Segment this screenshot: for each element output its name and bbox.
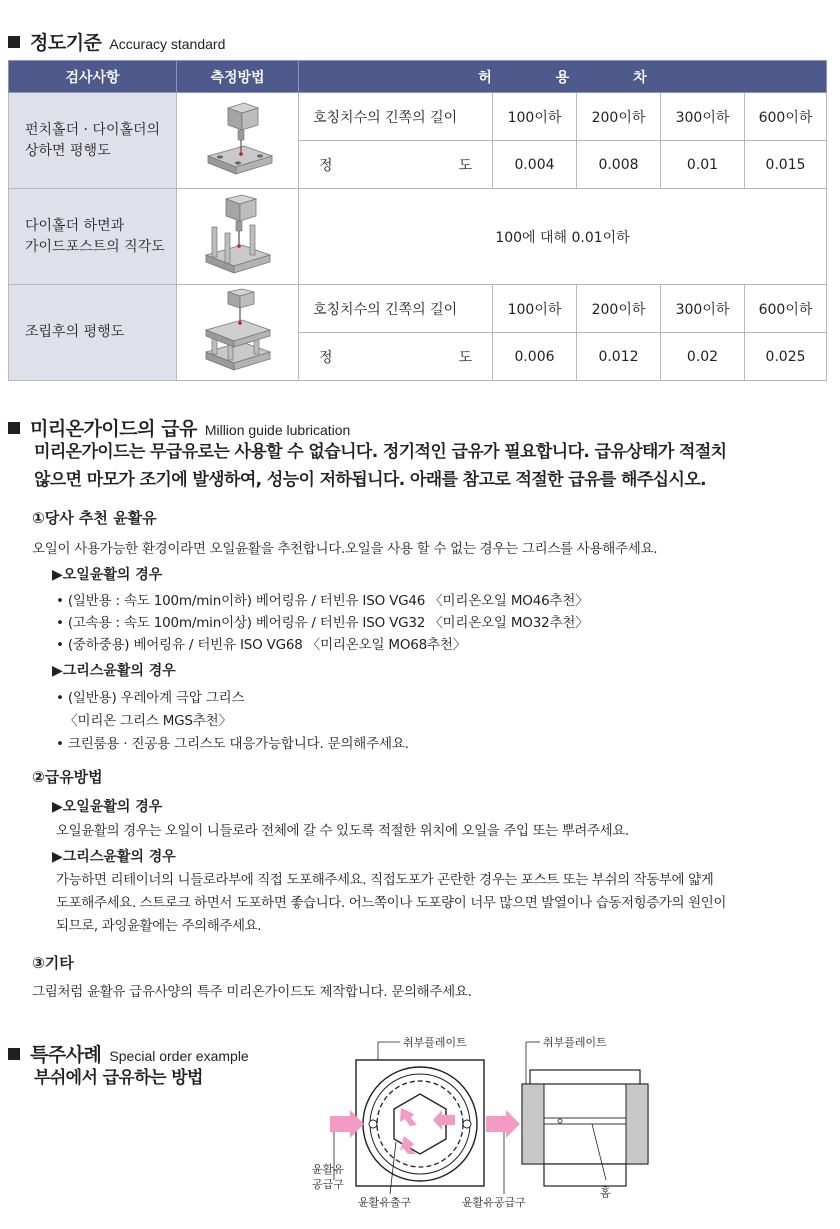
s2-title: ②급유방법 — [32, 768, 103, 786]
row3-accuracy-label: 정 도 — [299, 333, 493, 381]
lubrication-lead-2: 않으면 마모가 조기에 발생하여, 성능이 저하됩니다. 아래를 참고로 적절한 급유를 해주십시오. — [34, 470, 706, 490]
row3-value-2: 0.012 — [577, 333, 661, 381]
s2-oil-text: 오일윤활의 경우는 오일이 니들로라 전체에 갈 수 있도록 적절한 위치에 오일을 주입 또는 뿌려주세요. — [56, 823, 629, 839]
s3-text: 그림처럼 윤활유 급유사양의 특주 미리온가이드도 제작합니다. 문의해주세요. — [32, 984, 472, 1000]
accuracy-table — [8, 60, 827, 381]
row2-item: 다이홀더 하면과 가이드포스트의 직각도 — [9, 189, 177, 285]
row1-value-3: 0.01 — [661, 141, 745, 189]
row2-method-image — [177, 189, 299, 285]
bushing-lubrication-diagram — [290, 1030, 830, 1220]
row3-length-4: 600이하 — [745, 285, 827, 333]
s1-text: 오일이 사용가능한 환경이라면 오일윤활을 추천합니다.오일을 사용 할 수 없는 경우는 그리스를 사용해주세요. — [32, 541, 658, 557]
row1-value-4: 0.015 — [745, 141, 827, 189]
row1-value-2: 0.008 — [577, 141, 661, 189]
special-section-title — [8, 1040, 249, 1067]
row3-length-3: 300이하 — [661, 285, 745, 333]
parallelism-measure-icon — [198, 100, 278, 178]
accuracy-title-ko: 정도기준 — [30, 32, 102, 54]
s2-oil-case: ▶오일윤활의 경우 — [52, 799, 163, 815]
row1-value-1: 0.004 — [493, 141, 577, 189]
oil-item-3: • (중하중용) 베어링유 / 터빈유 ISO VG68 〈미리온오일 MO68추천〉 — [56, 637, 467, 653]
svg-text:윤활유: 윤활유 — [312, 1163, 344, 1176]
svg-text:홈: 홈 — [600, 1186, 611, 1199]
row3-length-1: 100이하 — [493, 285, 577, 333]
row1-method-image — [177, 93, 299, 189]
s2-grease-case: ▶그리스윤활의 경우 — [52, 849, 176, 865]
row2-merged-value: 100에 대해 0.01이하 — [299, 189, 827, 285]
header-item: 검사사항 — [9, 61, 177, 93]
lubrication-section-title — [8, 414, 350, 441]
perpendicularity-measure-icon — [198, 193, 278, 277]
s1-title: ①당사 추천 윤활유 — [32, 509, 157, 527]
table-row — [9, 189, 827, 285]
table-header-row — [9, 61, 827, 93]
row3-item: 조립후의 평행도 — [9, 285, 177, 381]
row1-length-label: 호칭치수의 긴쪽의 길이 — [299, 93, 493, 141]
svg-text:윤활유공급구: 윤활유공급구 — [462, 1196, 526, 1209]
lubrication-lead-1: 미리온가이드는 무급유로는 사용할 수 없습니다. 정기적인 급유가 필요합니다. 급유상태가 적절치 — [34, 442, 727, 462]
grease-item-1: • (일반용) 우레아계 극압 그리스 — [56, 690, 245, 706]
lubrication-title-ko: 미리온가이드의 급유 — [30, 418, 197, 440]
table-row — [9, 93, 827, 141]
row3-method-image — [177, 285, 299, 381]
svg-text:윤활유출구: 윤활유출구 — [358, 1196, 412, 1209]
oil-item-1: • (일반용 : 속도 100m/min이하) 베어링유 / 터빈유 ISO VG46 〈미리온오일 MO46추천〉 — [56, 593, 589, 609]
row3-length-label: 호칭치수의 긴쪽의 길이 — [299, 285, 493, 333]
row1-length-1: 100이하 — [493, 93, 577, 141]
square-bullet-icon — [8, 422, 20, 434]
lubrication-title-en: Million guide lubrication — [204, 422, 351, 438]
oil-case-heading: ▶오일윤활의 경우 — [52, 567, 163, 583]
svg-text:취부플레이트: 취부플레이트 — [403, 1036, 467, 1049]
svg-text:취부플레이트: 취부플레이트 — [543, 1036, 607, 1049]
row1-accuracy-label: 정 도 — [299, 141, 493, 189]
special-title-en: Special order example — [109, 1048, 249, 1064]
table-row — [9, 285, 827, 333]
assembly-parallelism-icon — [198, 288, 278, 374]
grease-case-heading: ▶그리스윤활의 경우 — [52, 663, 176, 679]
row3-length-2: 200이하 — [577, 285, 661, 333]
grease-item-3: • 크린룸용 · 진공용 그리스도 대응가능합니다. 문의해주세요. — [56, 736, 409, 752]
square-bullet-icon — [8, 36, 20, 48]
header-method: 측정방법 — [177, 61, 299, 93]
row1-item: 펀치홀더 · 다이홀더의 상하면 평행도 — [9, 93, 177, 189]
svg-text:공급구: 공급구 — [312, 1178, 344, 1191]
square-bullet-icon — [8, 1048, 20, 1060]
header-tolerance: 허용차 — [299, 61, 827, 93]
s2-grease-line-3: 되므로, 과잉윤활에는 주의해주세요. — [56, 918, 262, 934]
s2-grease-line-2: 도포해주세요. 스트로크 하면서 도포하면 좋습니다. 어느쪽이나 도포량이 너무 많으면 발열이나 습동저힝증가의 원인이 — [56, 895, 726, 911]
grease-item-2: 〈미리온 그리스 MGS추천〉 — [56, 713, 232, 729]
row3-value-4: 0.025 — [745, 333, 827, 381]
accuracy-section-title — [8, 28, 225, 55]
accuracy-title-en: Accuracy standard — [109, 36, 226, 52]
oil-item-2: • (고속용 : 속도 100m/min이상) 베어링유 / 터빈유 ISO VG32 〈미리온오일 MO32추천〉 — [56, 615, 589, 631]
s2-grease-line-1: 가능하면 리테이너의 니들로라부에 직접 도포해주세요. 직접도포가 곤란한 경우는 포스트 또는 부쉬의 작동부에 얇게 — [56, 872, 714, 888]
row1-length-4: 600이하 — [745, 93, 827, 141]
row3-value-1: 0.006 — [493, 333, 577, 381]
row1-length-2: 200이하 — [577, 93, 661, 141]
row3-value-3: 0.02 — [661, 333, 745, 381]
s3-title: ③기타 — [32, 954, 74, 972]
special-title-ko: 특주사례 — [30, 1044, 102, 1066]
row1-length-3: 300이하 — [661, 93, 745, 141]
special-subtitle: 부쉬에서 급유하는 방법 — [34, 1068, 203, 1088]
